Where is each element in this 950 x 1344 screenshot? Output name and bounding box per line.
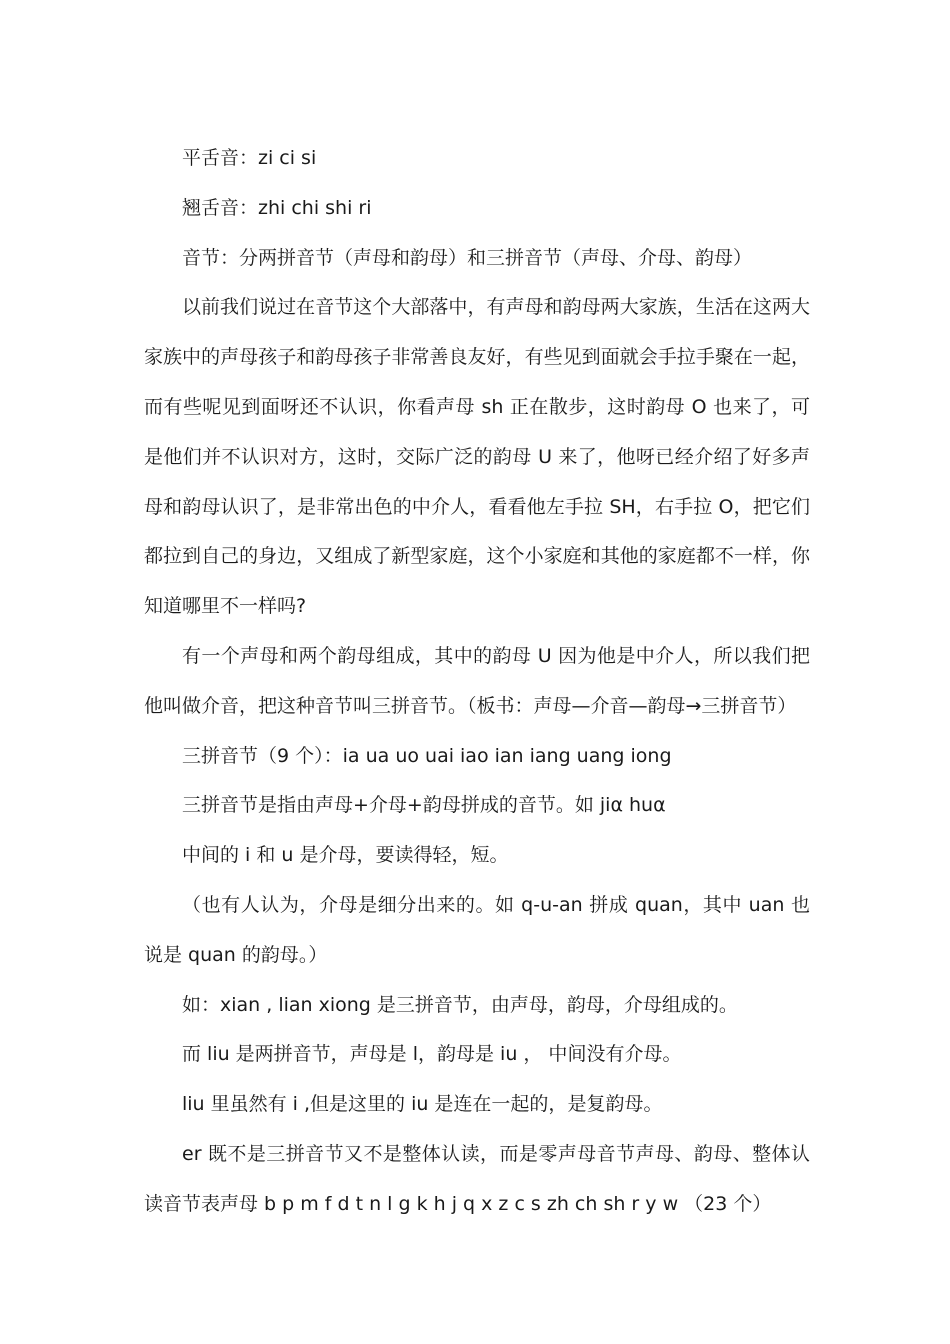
paragraph-triple-definition: 三拼音节是指由声母+介母+韵母拼成的音节。如 jiα huα [182, 794, 666, 817]
paragraph-liu: 而 liu 是两拼音节，声母是 l，韵母是 iu ， 中间没有介母。 [182, 1043, 682, 1066]
paragraph-story: 以前我们说过在音节这个大部落中，有声母和韵母两大家族，生活在这两大家族中的声母孩子和韵母孩子非常善良友好，有些见到面就会手拉手聚在一起，而有些呢见到面呀还不认识，你看声母 sh 正在散步，这时韵母 O 也来了，可是他们并不认识对方，这时，交际广泛的韵母 U 来了，他呀已经介绍了好多声母和韵母认识了，是非常出色的中介人，看看他左手拉 SH，右手拉 O，把它们都拉到自己的身边，又组成了新型家庭，这个小家庭和其他的家庭都不一样，你知道哪里不一样吗? [144, 296, 810, 618]
paragraph-er-initials: er 既不是三拼音节又不是整体认读，而是零声母音节声母、韵母、整体认读音节表声母 b p m f d t n l g k h j q x z c s zh ch sh r y w （23 个） [144, 1142, 810, 1215]
paragraph-example: 如：xian , lian xiong 是三拼音节，由声母，韵母，介母组成的。 [182, 993, 738, 1016]
paragraph-alternative-view: （也有人认为，介母是细分出来的。如 q-u-an 拼成 quan，其中 uan 也说是 quan 的韵母。） [144, 893, 810, 966]
paragraph-triple-list: 三拼音节（9 个）：ia ua uo uai iao ian iang uang iong [182, 744, 672, 767]
paragraph-medial-read: 中间的 i 和 u 是介母，要读得轻，短。 [182, 844, 509, 867]
document-page [144, 134, 810, 1230]
paragraph-medial-definition: 有一个声母和两个韵母组成，其中的韵母 U 因为他是中介人，所以我们把他叫做介音，把这种音节叫三拼音节。（板书：声母—介音—韵母→三拼音节） [144, 644, 810, 717]
paragraph-syllable-types: 音节：分两拼音节（声母和韵母）和三拼音节（声母、介母、韵母） [182, 246, 753, 269]
paragraph-flat-tongue: 平舌音：zi ci si [182, 147, 317, 169]
paragraph-liu-compound: liu 里虽然有 i ,但是这里的 iu 是连在一起的，是复韵母。 [182, 1093, 663, 1116]
paragraph-curled-tongue: 翘舌音：zhi chi shi ri [182, 196, 372, 219]
